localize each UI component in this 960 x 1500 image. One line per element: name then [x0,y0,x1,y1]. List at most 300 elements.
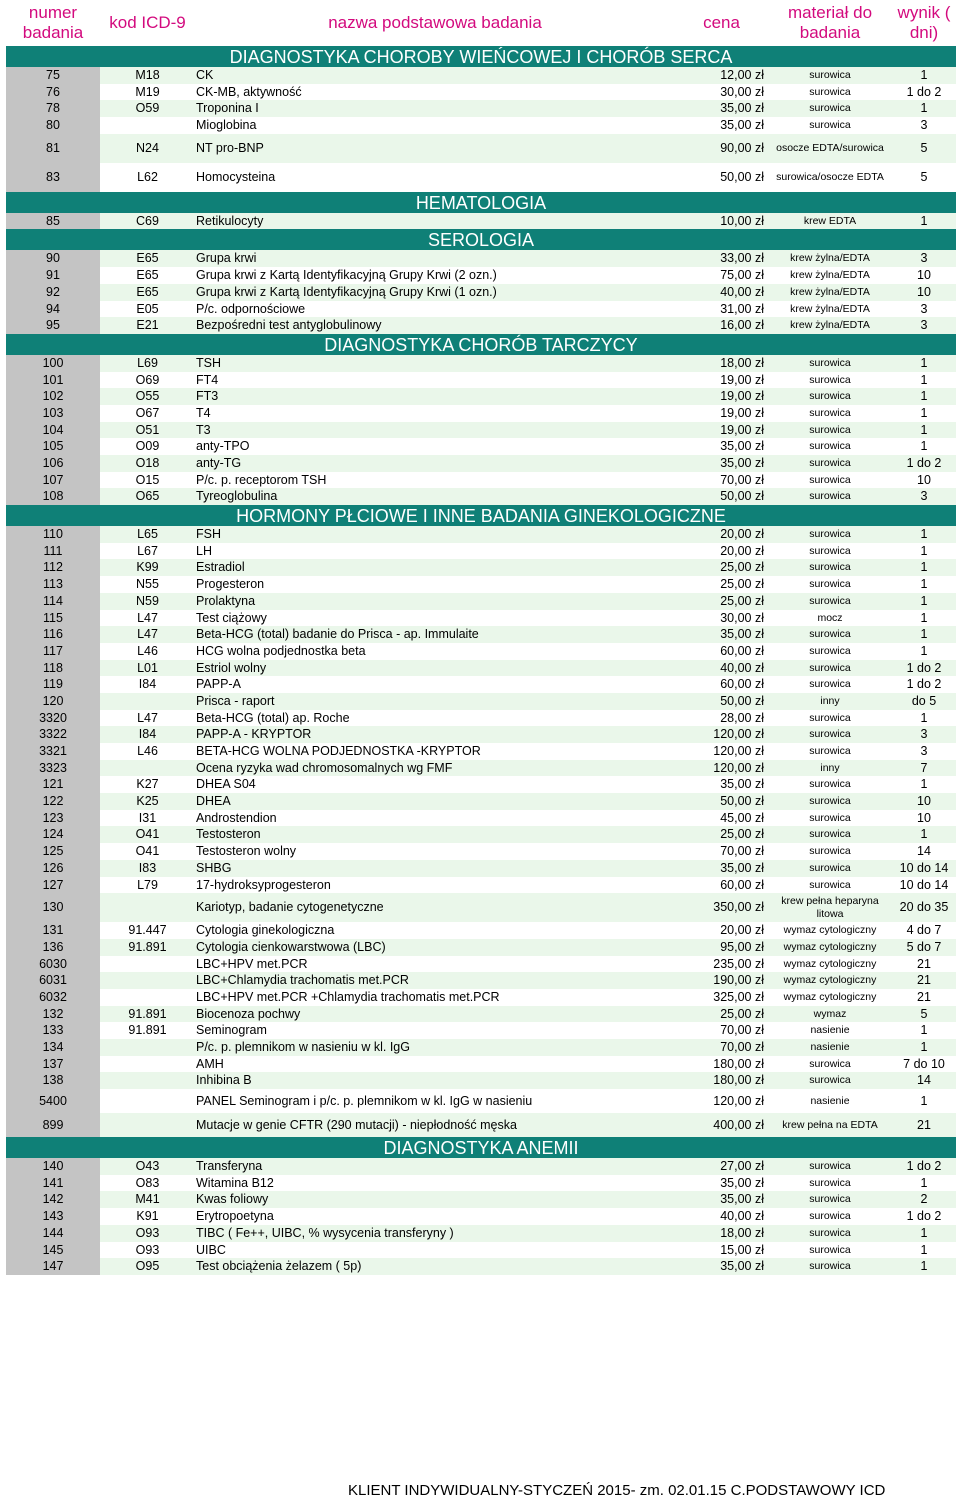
table-row [6,284,956,301]
row-test-name: CK [196,68,214,82]
row-test-name: SHBG [196,860,232,875]
table-row [6,893,956,922]
row-price: 50,00 zł [720,489,764,504]
row-icd-code: M41 [135,1192,160,1207]
row-number: 92 [6,284,100,301]
table-row [6,922,956,939]
row-number: 118 [6,660,100,677]
row-result-days: 1 do 2 [906,84,942,99]
row-price: 28,00 zł [720,710,764,725]
table-row [6,488,956,505]
row-number: 121 [6,776,100,793]
table-row [6,455,956,472]
row-result-days: 1 do 2 [906,1159,942,1174]
row-test-name: CK-MB, aktywność [196,84,302,99]
row-number: 107 [6,472,100,489]
table-row [6,860,956,877]
table-row [6,1022,956,1039]
row-test-name: Prisca - raport [196,693,275,708]
table-row [6,1208,956,1225]
row-result-days: 1 [920,389,928,404]
row-price: 19,00 zł [720,422,764,437]
row-test-name: Test ciążowy [196,610,267,625]
row-number: 137 [6,1056,100,1073]
section-header: HEMATOLOGIA [6,192,956,213]
row-number: 75 [6,67,100,84]
row-result-days: 1 [920,422,928,437]
row-number: 105 [6,438,100,455]
table-row [6,438,956,455]
row-number: 108 [6,488,100,505]
row-result-days: 3 [920,318,928,333]
row-number: 131 [6,922,100,939]
row-icd-code: I83 [138,860,157,875]
row-test-name: Bezpośredni test antyglobulinowy [196,318,382,333]
row-result-days: 1 [920,827,928,842]
row-material: surowica [809,119,851,132]
row-result-days: 5 [920,1006,928,1021]
row-material: surowica [809,373,851,386]
row-number: 120 [6,693,100,710]
row-result-days: 1 [920,560,928,575]
row-number: 112 [6,559,100,576]
row-material: surowica [809,594,851,607]
row-result-days: 10 [917,472,931,487]
row-number: 101 [6,372,100,389]
row-number: 124 [6,826,100,843]
table-row [6,301,956,318]
row-price: 350,00 zł [713,900,764,915]
row-test-name: Testosteron wolny [196,844,297,859]
row-result-days: 20 do 35 [899,900,949,915]
row-result-days: 3 [920,301,928,316]
row-icd-code: M19 [135,84,160,99]
row-test-name: Mutacje w genie CFTR (290 mutacji) - niepłodność męska [196,1118,517,1133]
row-number: 95 [6,317,100,334]
row-number: 90 [6,250,100,267]
row-price: 35,00 zł [720,439,764,454]
page-footer: KLIENT INDYWIDUALNY-STYCZEŃ 2015- zm. 02.01.15 C.PODSTAWOWY ICD [348,1482,886,1499]
row-icd-code: O18 [135,456,160,470]
row-price: 70,00 zł [720,844,764,859]
row-material: surowica [809,1193,851,1206]
table-row [6,793,956,810]
table-row [6,163,956,192]
table-row [6,84,956,101]
row-price: 50,00 zł [720,693,764,708]
row-result-days: 1 [920,1225,928,1240]
row-material: surowica [809,406,851,419]
row-icd-code: L65 [137,527,158,542]
row-result-days: 1 [920,543,928,558]
row-test-name: T3 [196,422,211,437]
row-price: 400,00 zł [713,1118,764,1133]
row-test-name: UIBC [196,1242,226,1257]
row-material: surowica [809,745,851,757]
row-number: 81 [6,134,100,163]
row-test-name: anty-TG [196,456,242,470]
row-number: 94 [6,301,100,318]
row-icd-code: O15 [135,472,160,487]
row-result-days: 3 [920,489,928,504]
table-row [6,267,956,284]
row-icd-code: K25 [136,794,159,809]
row-icd-code: N24 [136,140,159,155]
header-price: cena [703,13,740,32]
row-icd-code: 91.891 [128,1023,167,1038]
row-material: surowica [809,1160,851,1173]
row-price: 19,00 zł [720,389,764,404]
row-result-days: 1 [920,577,928,592]
row-result-days: 1 [920,1259,928,1274]
row-result-days: 1 [920,68,928,82]
row-price: 70,00 zł [720,472,764,487]
row-icd-code: O51 [135,422,160,437]
row-number: 147 [6,1258,100,1275]
row-number: 126 [6,860,100,877]
row-test-name: Cytologia cienkowarstwowa (LBC) [196,939,386,954]
row-test-name: anty-TPO [196,439,250,454]
table-row [6,843,956,860]
table-row [6,643,956,660]
row-icd-code: O09 [135,439,160,454]
row-test-name: FT4 [196,372,219,387]
row-icd-code: 91.891 [128,1006,167,1021]
row-icd-code: N55 [136,577,159,592]
header-result: wynik ( dni) [897,3,951,42]
row-test-name: Grupa krwi z Kartą Identyfikacyjną Grupy Krwi (1 ozn.) [196,284,497,299]
row-test-name: Transferyna [196,1159,263,1174]
row-number: 115 [6,610,100,627]
row-price: 180,00 zł [713,1056,764,1071]
row-number: 110 [6,526,100,543]
row-number: 3320 [6,710,100,727]
row-material: surowica [809,528,851,541]
row-price: 20,00 zł [720,923,764,938]
row-result-days: 1 do 2 [906,1209,942,1224]
table-body [6,46,956,1275]
row-price: 25,00 zł [720,577,764,592]
row-result-days: 14 [917,1073,931,1088]
table-row [6,972,956,989]
row-material: surowica [809,85,851,98]
table-row [6,693,956,710]
row-material: surowica [809,661,851,674]
row-test-name: BETA-HCG WOLNA PODJEDNOSTKA -KRYPTOR [196,744,481,758]
row-material: surowica [809,811,851,824]
row-material: surowica [809,102,851,115]
row-price: 120,00 zł [713,1094,764,1109]
table-row [6,1225,956,1242]
row-test-name: Test obciążenia żelazem ( 5p) [196,1259,362,1274]
row-test-name: Cytologia ginekologiczna [196,923,335,938]
row-icd-code: L67 [137,543,158,558]
row-icd-code [100,117,195,134]
row-material: surowica [809,473,851,486]
row-result-days: 21 [917,956,931,971]
row-price: 18,00 zł [720,355,764,370]
row-icd-code [100,693,195,710]
row-test-name: Beta-HCG (total) badanie do Prisca - ap. Immulaite [196,627,479,642]
row-test-name: NT pro-BNP [196,140,264,155]
row-material: surowica [809,423,851,436]
table-row [6,405,956,422]
row-material: wymaz cytologiczny [783,957,877,970]
table-row [6,626,956,643]
row-icd-code: O55 [135,389,160,404]
row-test-name: DHEA S04 [196,777,256,792]
row-price: 35,00 zł [720,627,764,642]
header-name: nazwa podstawowa badania [328,13,542,32]
row-result-days: 3 [920,118,928,133]
table-row [6,100,956,117]
row-material: surowica [809,1210,851,1223]
row-icd-code: E05 [136,301,159,316]
table-row [6,422,956,439]
row-price: 190,00 zł [713,973,764,988]
row-material: surowica [809,878,851,891]
row-test-name: T4 [196,405,211,420]
table-row [6,726,956,743]
table-row [6,776,956,793]
table-row [6,826,956,843]
row-price: 16,00 zł [720,318,764,333]
table-row [6,67,956,84]
row-price: 35,00 zł [720,860,764,875]
row-result-days: 1 [920,610,928,625]
row-price: 20,00 zł [720,543,764,558]
header-number: numer badania [22,3,84,42]
row-icd-code: O59 [135,101,160,116]
row-number: 78 [6,100,100,117]
table-row [6,1089,956,1113]
row-number: 100 [6,355,100,372]
row-material: surowica [809,678,851,691]
row-test-name: Kariotyp, badanie cytogenetyczne [196,900,384,915]
table-row [6,388,956,405]
row-icd-code: I31 [138,810,157,825]
row-icd-code: L46 [137,643,158,658]
row-test-name: Tyreoglobulina [196,489,278,504]
section-header: DIAGNOSTYKA CHORÓB TARCZYCY [6,334,956,355]
row-price: 60,00 zł [720,643,764,658]
row-test-name: Androstendion [196,810,277,825]
row-material: krew pełna na EDTA [782,1119,878,1132]
row-price: 20,00 zł [720,527,764,542]
row-material: surowica [809,1074,851,1087]
row-icd-code: K99 [136,560,159,575]
row-icd-code: L47 [137,627,158,642]
row-test-name: Biocenoza pochwy [196,1006,301,1021]
row-test-name: LH [196,543,212,558]
table-row [6,939,956,956]
row-icd-code: C69 [136,213,159,228]
row-material: surowica [809,778,851,791]
table-row [6,117,956,134]
row-price: 31,00 zł [720,301,764,316]
row-result-days: 1 [920,1175,928,1190]
row-number: 6032 [6,989,100,1006]
table-row [6,1175,956,1192]
row-material: surowica [809,356,851,369]
row-result-days: 1 do 2 [906,456,942,470]
row-number: 80 [6,117,100,134]
row-result-days: 7 do 10 [903,1056,945,1071]
row-material: krew żylna/EDTA [790,302,870,315]
row-material: surowica [809,561,851,574]
row-price: 120,00 zł [713,760,764,775]
row-number: 133 [6,1022,100,1039]
row-icd-code: O93 [135,1242,160,1257]
row-material: wymaz cytologiczny [783,974,877,987]
row-material: wymaz [813,1007,847,1020]
price-list-page [6,0,956,1275]
row-result-days: 1 [920,593,928,608]
row-number: 138 [6,1072,100,1089]
table-row [6,743,956,760]
row-result-days: 21 [917,973,931,988]
row-price: 50,00 zł [720,794,764,809]
row-number: 3323 [6,760,100,777]
row-material: surowica [809,795,851,808]
row-price: 45,00 zł [720,810,764,825]
row-icd-code: N59 [136,593,159,608]
row-price: 35,00 zł [720,456,764,470]
table-row [6,710,956,727]
row-result-days: 1 [920,355,928,370]
row-number: 140 [6,1158,100,1175]
row-icd-code: L46 [137,744,158,758]
row-price: 90,00 zł [720,140,764,155]
row-result-days: 1 [920,1040,928,1054]
table-row [6,1258,956,1275]
row-test-name: P/c. p. receptorom TSH [196,472,327,487]
row-icd-code [100,1089,195,1113]
row-result-days: 3 [920,727,928,742]
row-material: surowica [809,390,851,403]
row-number: 114 [6,593,100,610]
row-number: 91 [6,267,100,284]
row-number: 111 [6,543,100,560]
row-icd-code: O67 [135,405,160,420]
section-header: DIAGNOSTYKA CHOROBY WIEŃCOWEJ I CHORÓB SERCA [6,46,956,67]
row-price: 35,00 zł [720,1192,764,1207]
row-material: nasienie [810,1095,850,1108]
row-material: surowica [809,711,851,724]
row-result-days: 10 [917,810,931,825]
row-test-name: Testosteron [196,827,261,842]
row-material: surowica [809,644,851,657]
row-icd-code: K91 [136,1209,159,1224]
row-test-name: AMH [196,1056,224,1071]
row-result-days: do 5 [911,693,937,708]
row-icd-code: L69 [137,355,158,370]
row-result-days: 5 do 7 [906,939,942,954]
row-price: 35,00 zł [720,777,764,792]
row-material: krew EDTA [803,214,857,227]
table-row [6,660,956,677]
row-result-days: 1 [920,1094,928,1109]
row-material: inny [820,761,840,774]
row-result-days: 1 do 2 [906,660,942,675]
row-test-name: LBC+HPV met.PCR +Chlamydia trachomatis met.PCR [196,989,500,1004]
row-result-days: 2 [920,1192,928,1207]
table-header [6,0,956,46]
row-number: 76 [6,84,100,101]
row-icd-code [100,1056,195,1073]
row-price: 60,00 zł [720,677,764,692]
row-icd-code: E65 [136,251,159,266]
row-number: 125 [6,843,100,860]
row-test-name: Witamina B12 [196,1175,274,1190]
table-row [6,877,956,894]
row-result-days: 10 [917,284,931,299]
row-price: 19,00 zł [720,405,764,420]
row-material: surowica [809,440,851,453]
table-row [6,372,956,389]
row-material: surowica [809,1243,851,1256]
row-icd-code: L47 [137,610,158,625]
row-result-days: 1 [920,372,928,387]
row-result-days: 1 do 2 [906,677,942,692]
row-material: wymaz cytologiczny [783,924,877,937]
row-test-name: LBC+HPV met.PCR [196,956,308,971]
row-icd-code: I84 [138,677,157,692]
row-price: 70,00 zł [720,1040,764,1054]
row-price: 25,00 zł [720,593,764,608]
row-icd-code: I84 [138,727,157,742]
table-row [6,989,956,1006]
row-test-name: TSH [196,355,221,370]
table-row [6,1072,956,1089]
table-row [6,1039,956,1056]
row-material: osocze EDTA/surowica [776,141,884,154]
table-row [6,134,956,163]
row-number: 119 [6,676,100,693]
row-number: 117 [6,643,100,660]
row-test-name: Inhibina B [196,1073,252,1088]
row-number: 144 [6,1225,100,1242]
row-icd-code: M18 [135,68,160,82]
row-icd-code: L79 [137,877,158,892]
section-header: HORMONY PŁCIOWE I INNE BADANIA GINEKOLOGICZNE [6,505,956,526]
row-result-days: 14 [917,844,931,859]
row-test-name: 17-hydroksyprogesteron [196,877,331,892]
row-number: 102 [6,388,100,405]
row-icd-code: O41 [135,844,160,859]
row-number: 127 [6,877,100,894]
row-material: nasienie [810,1024,850,1037]
row-price: 25,00 zł [720,560,764,575]
row-test-name: PAPP-A - KRYPTOR [196,727,312,742]
row-test-name: FSH [196,527,221,542]
row-icd-code [100,972,195,989]
row-test-name: Mioglobina [196,118,257,133]
table-row [6,676,956,693]
table-row [6,559,956,576]
row-price: 40,00 zł [720,284,764,299]
row-test-name: Grupa krwi z Kartą Identyfikacyjną Grupy Krwi (2 ozn.) [196,268,497,283]
row-price: 50,00 zł [720,169,764,184]
table-row [6,526,956,543]
row-result-days: 7 [920,760,928,775]
row-price: 35,00 zł [720,1259,764,1274]
row-result-days: 1 [920,213,928,228]
row-icd-code: E65 [136,284,159,299]
row-result-days: 1 [920,627,928,642]
row-material: surowica [809,490,851,503]
row-material: surowica [809,628,851,641]
